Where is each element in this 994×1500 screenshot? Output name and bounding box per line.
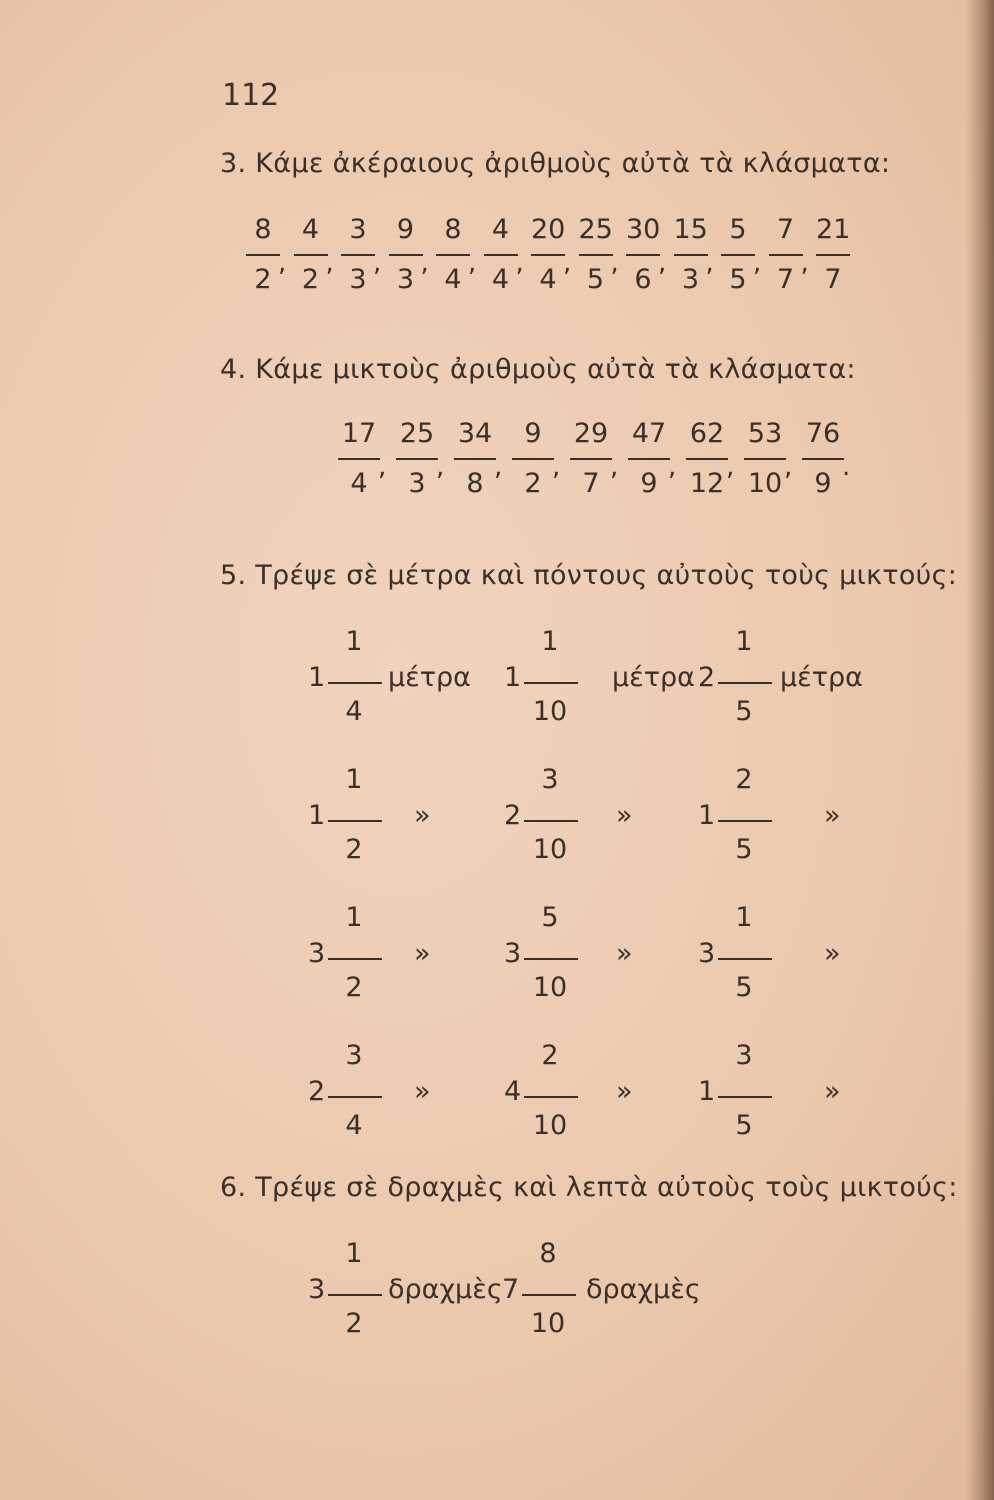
exercise-5-title: 5. Τρέψε σὲ μέτρα καὶ πόντους αὐτοὺς τοὺς μικτούς: [220, 560, 958, 591]
unit-label: » [414, 1076, 431, 1107]
fraction-bar [389, 254, 423, 256]
fraction-bar [628, 458, 670, 460]
fraction-bar [626, 254, 660, 256]
unit-label: δραχμὲς [586, 1274, 701, 1305]
whole-part: 2 [504, 800, 522, 831]
separator: , [552, 452, 561, 482]
fraction [570, 418, 612, 499]
fraction-bar [718, 820, 772, 822]
fraction-bar [246, 254, 280, 256]
denominator: 5 [735, 834, 753, 865]
denominator: 7 [776, 264, 795, 295]
exercise-6-title: 6. Τρέψε σὲ δραχμὲς καὶ λεπτὰ αὐτοὺς τοὺς μικτούς: [220, 1172, 958, 1203]
separator: , [610, 248, 619, 278]
unit-label: μέτρα [612, 662, 695, 693]
numerator: 1 [345, 626, 363, 657]
fraction [389, 214, 423, 295]
denominator: 8 [466, 468, 484, 499]
fraction [454, 418, 496, 499]
numerator: 2 [541, 1040, 559, 1071]
whole-part: 3 [308, 938, 326, 969]
denominator: 5 [735, 972, 753, 1003]
denominator: 2 [301, 264, 320, 295]
denominator: 2 [254, 264, 272, 295]
numerator: 15 [673, 214, 708, 245]
separator: , [658, 248, 667, 278]
unit-label: » [616, 800, 633, 831]
fraction-bar [328, 820, 382, 822]
whole-part: 2 [698, 662, 716, 693]
denominator: 2 [524, 468, 542, 499]
numerator: 30 [626, 214, 661, 245]
fraction-bar [524, 682, 578, 684]
denominator: 4 [350, 468, 368, 499]
exercise-4-title: 4. Κάμε μικτοὺς ἀριθμοὺς αὐτὰ τὰ κλάσματα: [220, 354, 856, 385]
fraction [484, 214, 518, 295]
fraction-bar [294, 254, 328, 256]
denominator: 5 [735, 1110, 753, 1141]
fraction [626, 214, 660, 295]
numerator: 2 [735, 764, 753, 795]
numerator: 17 [341, 418, 377, 449]
denominator: 10 [532, 1110, 568, 1141]
unit-label: » [414, 800, 431, 831]
fraction-bar [718, 682, 772, 684]
numerator: 7 [776, 214, 795, 245]
unit-label: » [824, 800, 841, 831]
separator: , [378, 452, 387, 482]
separator: , [668, 452, 677, 482]
denominator: 10 [530, 1308, 566, 1339]
denominator: 3 [681, 264, 700, 295]
fraction [294, 214, 328, 295]
whole-part: 7 [502, 1274, 520, 1305]
fraction-bar [454, 458, 496, 460]
whole-part: 2 [308, 1076, 326, 1107]
fraction [802, 418, 844, 499]
fraction [769, 214, 803, 295]
numerator: 3 [735, 1040, 753, 1071]
fraction [512, 418, 554, 499]
separator: , [468, 248, 477, 278]
denominator: 10 [747, 468, 783, 499]
denominator: 9 [814, 468, 832, 499]
numerator: 3 [349, 214, 367, 245]
separator: , [753, 248, 762, 278]
fraction [816, 214, 850, 295]
denominator: 10 [532, 834, 568, 865]
separator: , [420, 248, 429, 278]
numerator: 21 [816, 214, 851, 245]
fraction-bar [524, 958, 578, 960]
denominator: 2 [345, 972, 363, 1003]
unit-label: » [824, 938, 841, 969]
whole-part: 3 [504, 938, 522, 969]
fraction [579, 214, 613, 295]
separator: , [610, 452, 619, 482]
numerator: 1 [345, 902, 363, 933]
unit-label: » [616, 938, 633, 969]
fraction-bar [436, 254, 470, 256]
fraction-bar [522, 1294, 576, 1296]
fraction [686, 418, 728, 499]
whole-part: 1 [308, 662, 326, 693]
fraction-bar [341, 254, 375, 256]
page-edge-shadow [966, 0, 994, 1500]
fraction [628, 418, 670, 499]
numerator: 3 [541, 764, 559, 795]
separator: , [278, 248, 287, 278]
numerator: 1 [345, 1238, 363, 1269]
whole-part: 4 [504, 1076, 522, 1107]
denominator: 4 [539, 264, 557, 295]
numerator: 4 [301, 214, 320, 245]
fraction-bar [328, 1096, 382, 1098]
fraction-bar [328, 682, 382, 684]
exercise-3-title: 3. Κάμε ἀκέραιους ἀριθμοὺς αὐτὰ τὰ κλάσματα: [220, 148, 891, 179]
fraction-bar [816, 254, 850, 256]
denominator: 5 [735, 696, 753, 727]
numerator: 8 [444, 214, 462, 245]
fraction [436, 214, 470, 295]
numerator: 9 [396, 214, 415, 245]
fraction-bar [524, 820, 578, 822]
denominator: 4 [345, 1110, 363, 1141]
whole-part: 1 [308, 800, 326, 831]
numerator: 9 [524, 418, 542, 449]
numerator: 1 [541, 626, 559, 657]
fraction [396, 418, 438, 499]
denominator: 12 [689, 468, 725, 499]
numerator: 1 [735, 626, 753, 657]
fraction-bar [686, 458, 728, 460]
separator: . [842, 452, 851, 482]
separator: , [563, 248, 572, 278]
numerator: 53 [747, 418, 783, 449]
fraction [338, 418, 380, 499]
unit-label: » [616, 1076, 633, 1107]
fraction [744, 418, 786, 499]
separator: , [726, 452, 735, 482]
fraction-bar [512, 458, 554, 460]
denominator: 6 [634, 264, 652, 295]
unit-label: » [414, 938, 431, 969]
whole-part: 1 [698, 1076, 716, 1107]
numerator: 3 [345, 1040, 363, 1071]
unit-label: δραχμὲς [388, 1274, 503, 1305]
denominator: 4 [444, 264, 462, 295]
numerator: 25 [399, 418, 435, 449]
fraction-bar [744, 458, 786, 460]
whole-part: 3 [698, 938, 716, 969]
denominator: 4 [345, 696, 363, 727]
numerator: 25 [578, 214, 613, 245]
denominator: 2 [345, 1308, 363, 1339]
denominator: 2 [345, 834, 363, 865]
whole-part: 1 [504, 662, 522, 693]
numerator: 5 [729, 214, 747, 245]
numerator: 62 [689, 418, 725, 449]
denominator: 3 [396, 264, 415, 295]
numerator: 34 [457, 418, 493, 449]
separator: , [325, 248, 334, 278]
fraction-bar [769, 254, 803, 256]
numerator: 8 [254, 214, 272, 245]
unit-label: μέτρα [388, 662, 471, 693]
denominator: 3 [408, 468, 426, 499]
fraction-bar [579, 254, 613, 256]
page-number: 112 [222, 78, 280, 113]
denominator: 4 [491, 264, 510, 295]
denominator: 3 [349, 264, 367, 295]
denominator: 10 [532, 972, 568, 1003]
separator: , [705, 248, 714, 278]
denominator: 7 [582, 468, 600, 499]
denominator: 10 [532, 696, 568, 727]
denominator: 5 [586, 264, 605, 295]
fraction [721, 214, 755, 295]
numerator: 1 [735, 902, 753, 933]
fraction-bar [531, 254, 565, 256]
numerator: 47 [631, 418, 667, 449]
fraction-bar [721, 254, 755, 256]
fraction-bar [338, 458, 380, 460]
separator: , [436, 452, 445, 482]
fraction [246, 214, 280, 295]
denominator: 9 [640, 468, 658, 499]
fraction-bar [570, 458, 612, 460]
fraction-bar [484, 254, 518, 256]
separator: , [515, 248, 524, 278]
fraction [531, 214, 565, 295]
unit-label: μέτρα [780, 662, 863, 693]
numerator: 76 [805, 418, 841, 449]
denominator: 7 [824, 264, 842, 295]
fraction-bar [802, 458, 844, 460]
whole-part: 3 [308, 1274, 326, 1305]
separator: , [494, 452, 503, 482]
numerator: 5 [541, 902, 559, 933]
fraction-bar [524, 1096, 578, 1098]
denominator: 5 [729, 264, 747, 295]
unit-label: » [824, 1076, 841, 1107]
whole-part: 1 [698, 800, 716, 831]
separator: , [373, 248, 382, 278]
numerator: 20 [531, 214, 566, 245]
separator: , [784, 452, 793, 482]
separator: , [800, 248, 809, 278]
fraction-bar [674, 254, 708, 256]
numerator: 1 [345, 764, 363, 795]
numerator: 8 [539, 1238, 557, 1269]
fraction-bar [328, 1294, 382, 1296]
numerator: 4 [491, 214, 510, 245]
fraction [674, 214, 708, 295]
fraction-bar [718, 958, 772, 960]
numerator: 29 [573, 418, 609, 449]
fraction-bar [396, 458, 438, 460]
fraction-bar [328, 958, 382, 960]
fraction [341, 214, 375, 295]
fraction-bar [718, 1096, 772, 1098]
